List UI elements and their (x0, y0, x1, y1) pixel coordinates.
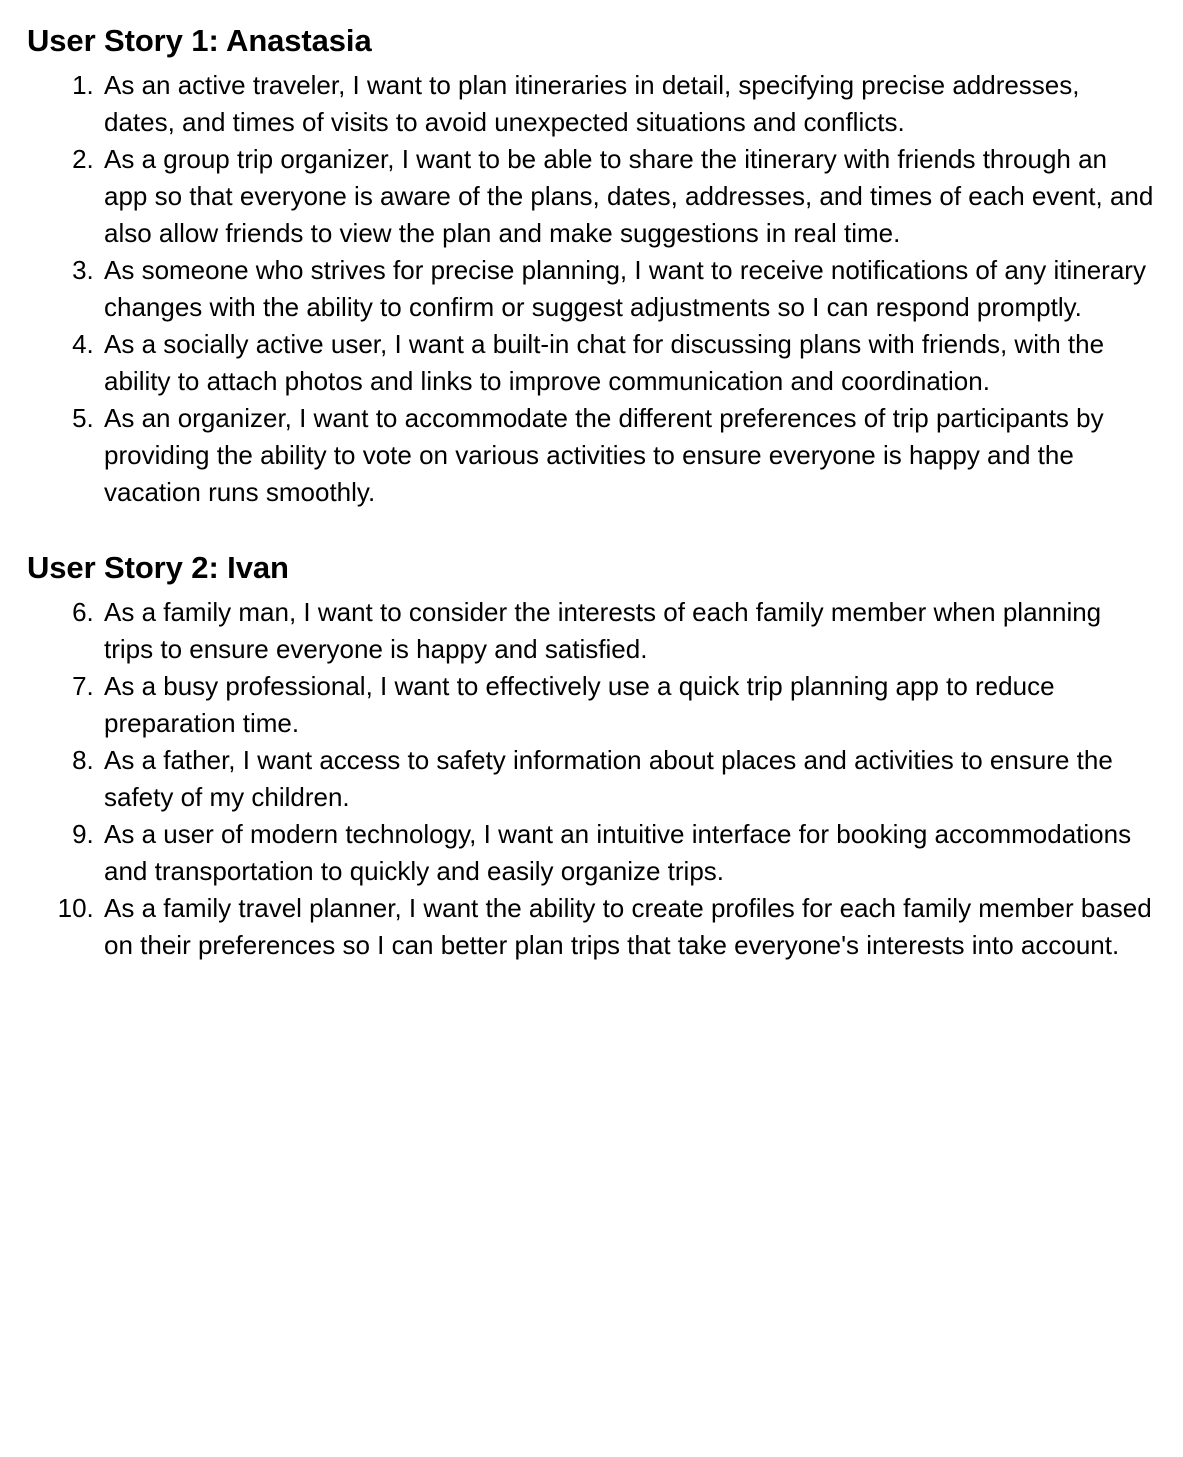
list-item (101, 326, 1155, 400)
list-item-text: As someone who strives for precise planning, I want to receive notifications of any itinerary changes with the ability to confirm or suggest adjustments so I can respond promptly. (104, 254, 1146, 322)
list-item-text: As a busy professional, I want to effectively use a quick trip planning app to reduce preparation time. (104, 670, 1055, 738)
list-item-text: As a father, I want access to safety information about places and activities to ensure the safety of my children. (104, 744, 1113, 812)
page-title-user-story-2: User Story 2: Ivan (27, 549, 289, 585)
user-story-section-2 (27, 549, 1155, 964)
list-item (101, 890, 1155, 964)
list-item-text: As a family man, I want to consider the interests of each family member when planning trips to ensure everyone is happy and satisfied. (104, 596, 1102, 664)
list-item-text: As a group trip organizer, I want to be able to share the itinerary with friends through an app so that everyone is aware of the plans, dates, addresses, and times of each event, and also allow friends to view the plan and make suggestions in real time. (104, 143, 1154, 248)
list-item (101, 816, 1155, 890)
list-item-text: As a socially active user, I want a built-in chat for discussing plans with friends, with the ability to attach photos and links to improve communication and coordination. (104, 328, 1105, 396)
list-item (101, 742, 1155, 816)
list-item-text: As an organizer, I want to accommodate the different preferences of trip participants by providing the ability to vote on various activities to ensure everyone is happy and the vacation runs smoothly. (104, 402, 1104, 507)
list-item (101, 594, 1155, 668)
user-story-2-list (27, 594, 1155, 964)
user-story-1-list (27, 67, 1155, 511)
list-item (101, 668, 1155, 742)
page-title-user-story-1: User Story 1: Anastasia (27, 23, 372, 58)
user-story-section-1 (27, 22, 1155, 511)
list-item (101, 67, 1155, 141)
list-item (101, 400, 1155, 511)
list-item-text: As an active traveler, I want to plan itineraries in detail, specifying precise addresses, dates, and times of visits to avoid unexpected situations and conflicts. (104, 69, 1080, 137)
list-item-text: As a user of modern technology, I want an intuitive interface for booking accommodations and transportation to quickly and easily organize trips. (104, 818, 1132, 886)
list-item (101, 252, 1155, 326)
list-item-text: As a family travel planner, I want the ability to create profiles for each family member based on their preferences so I can better plan trips that take everyone's interests into account. (104, 892, 1152, 960)
list-item (101, 141, 1155, 252)
